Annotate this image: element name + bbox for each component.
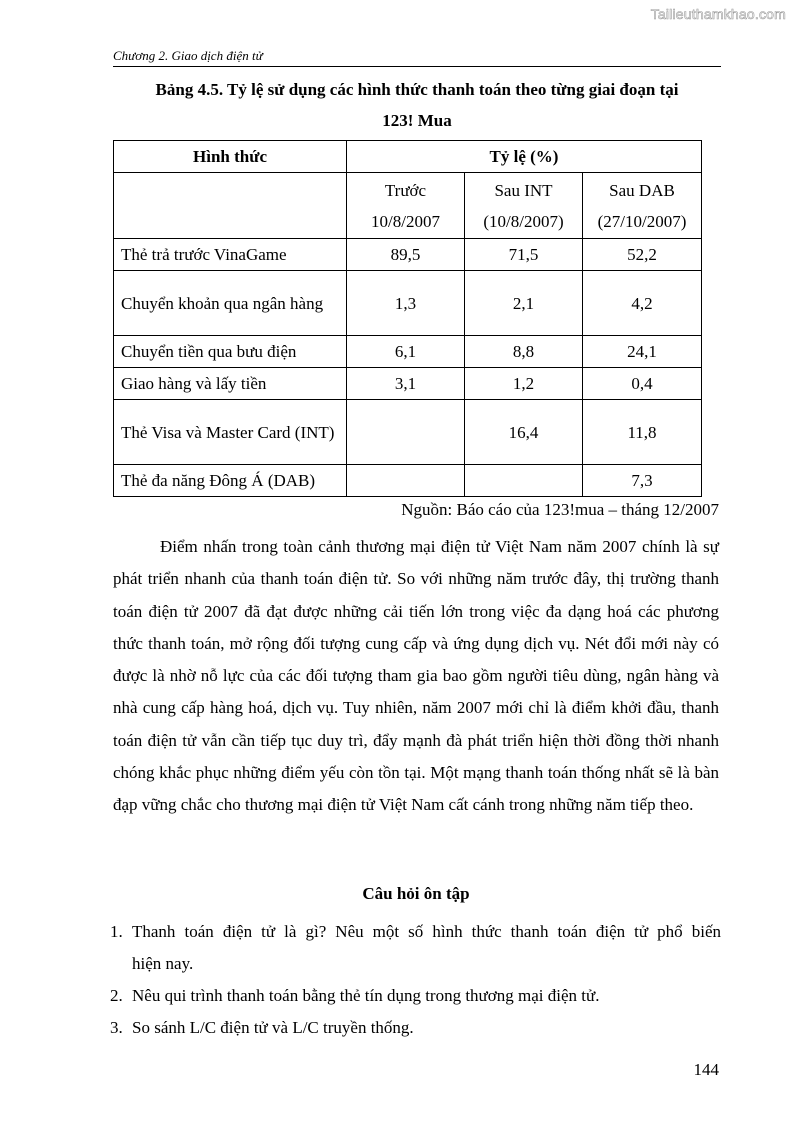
table-row	[114, 336, 702, 368]
review-questions-title: Câu hỏi ôn tập	[362, 884, 470, 903]
period-label: Sau INT	[494, 181, 553, 200]
watermark: Tailieuthamkhao.com	[650, 6, 786, 22]
period-label: Sau DAB	[609, 181, 675, 200]
row-label: Thẻ đa năng Đông Á (DAB)	[114, 465, 347, 497]
caption-line-1: Bảng 4.5. Tỷ lệ sử dụng các hình thức thanh toán theo từng giai đoạn tại	[155, 80, 679, 99]
list-item	[110, 916, 721, 980]
period-date: (27/10/2007)	[597, 212, 687, 231]
question-line: Thanh toán điện tử là gì? Nêu một số hình thức thanh toán điện tử phổ biến	[132, 922, 721, 941]
list-item	[110, 980, 721, 1012]
table-row	[114, 239, 702, 271]
cell-value: 3,1	[347, 368, 465, 400]
caption-line-2: 123! Mua	[382, 111, 452, 130]
table-row	[114, 465, 702, 497]
row-label: Thẻ Visa và Master Card (INT)	[114, 400, 347, 465]
question-text: So sánh L/C điện tử và L/C truyền thống.	[132, 1018, 414, 1037]
row-label: Giao hàng và lấy tiền	[114, 368, 347, 400]
cell-value: 1,3	[347, 271, 465, 336]
cell-value: 1,2	[465, 368, 583, 400]
cell-value: 52,2	[583, 239, 702, 271]
table-row	[114, 271, 702, 336]
table-source: Nguồn: Báo cáo của 123!mua – tháng 12/2007	[401, 500, 719, 519]
body-paragraph: Điểm nhấn trong toàn cảnh thương mại điện tử Việt Nam năm 2007 chính là sự phát triển nhanh của thanh toán điện tử. So với những năm trước đây, thị trường thanh toán điện tử 2007 đã đạt được những cải tiến lớn trong việc đa dạng hoá các phương thức thanh toán, mở rộng đối tượng cung cấp và ứng dụng dịch vụ. Nét đổi mới này có được là nhờ nỗ lực của các đối tượng tham gia bao gồm người tiêu dùng, ngân hàng và nhà cung cấp hàng hoá, dịch vụ. Tuy nhiên, năm 2007 mới chỉ là điểm khởi đầu, thanh toán điện tử vẫn cần tiếp tục duy trì, đẩy mạnh đà phát triển hiện thời đồng thời nhanh chóng khắc phục những điểm yếu còn tồn tại. Một mạng thanh toán thống nhất sẽ là bàn đạp vững chắc cho thương mại điện tử Việt Nam cất cánh trong những năm tiếp theo.	[113, 537, 719, 815]
chapter-header: Chương 2. Giao dịch điện tử	[113, 48, 721, 67]
period-header	[583, 173, 702, 239]
column-header-rate: Tỷ lệ (%)	[347, 141, 702, 173]
cell-value: 8,8	[465, 336, 583, 368]
cell-value: 7,3	[583, 465, 702, 497]
cell-value	[465, 465, 583, 497]
question-number: 1.	[110, 922, 123, 941]
period-label: Trước	[384, 181, 427, 200]
cell-value: 0,4	[583, 368, 702, 400]
list-item	[110, 1012, 721, 1044]
cell-value: 6,1	[347, 336, 465, 368]
question-number: 3.	[110, 1018, 123, 1037]
row-label: Thẻ trả trước VinaGame	[114, 239, 347, 271]
row-label: Chuyển tiền qua bưu điện	[114, 336, 347, 368]
table-caption	[113, 74, 721, 136]
column-header-form: Hình thức	[114, 141, 347, 173]
payment-methods-table	[113, 140, 702, 497]
cell-value	[347, 465, 465, 497]
cell-value: 2,1	[465, 271, 583, 336]
period-date: (10/8/2007)	[483, 212, 564, 231]
question-line: hiện nay.	[132, 954, 194, 973]
table-period-row	[114, 173, 702, 239]
question-number: 2.	[110, 986, 123, 1005]
question-text: Nêu qui trình thanh toán bằng thẻ tín dụng trong thương mại điện tử.	[132, 986, 600, 1005]
empty-cell	[114, 173, 347, 239]
cell-value: 71,5	[465, 239, 583, 271]
cell-value	[347, 400, 465, 465]
table-header-row	[114, 141, 702, 173]
question-text	[132, 916, 721, 980]
period-header	[465, 173, 583, 239]
table-row	[114, 400, 702, 465]
period-date: 10/8/2007	[371, 212, 440, 231]
cell-value: 11,8	[583, 400, 702, 465]
cell-value: 4,2	[583, 271, 702, 336]
cell-value: 16,4	[465, 400, 583, 465]
page-number: 144	[693, 1060, 719, 1079]
review-questions-list	[110, 916, 721, 1044]
cell-value: 89,5	[347, 239, 465, 271]
cell-value: 24,1	[583, 336, 702, 368]
row-label: Chuyển khoản qua ngân hàng	[114, 271, 347, 336]
table-row	[114, 368, 702, 400]
period-header	[347, 173, 465, 239]
